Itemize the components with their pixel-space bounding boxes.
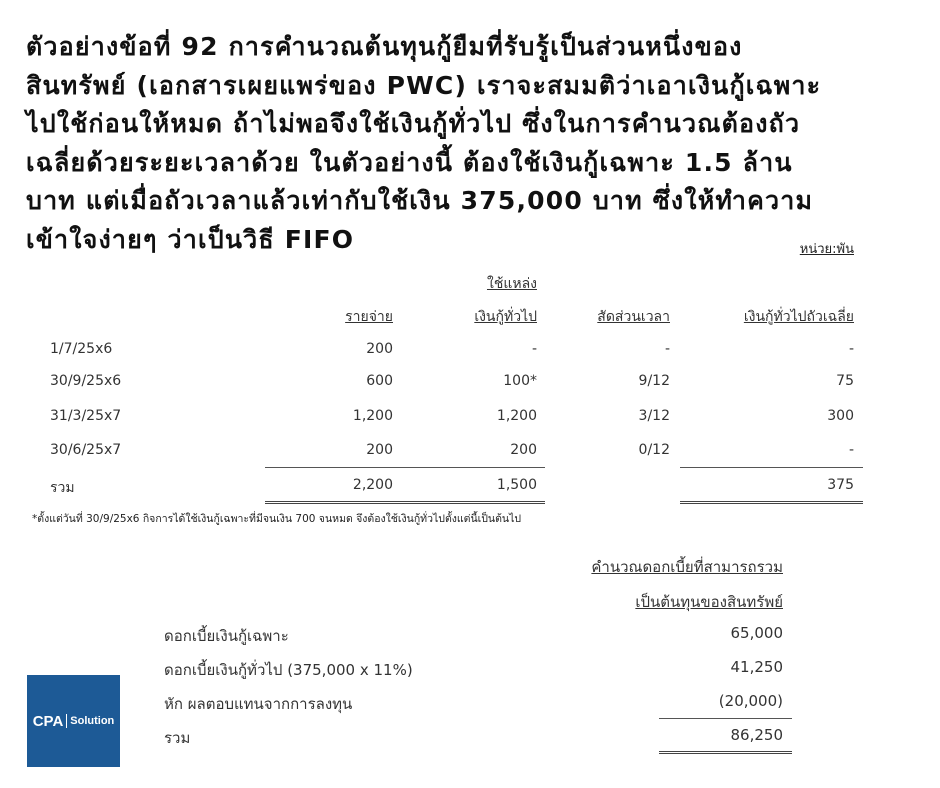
row-expense: 200: [366, 442, 393, 458]
row-ratio: -: [664, 341, 670, 357]
heading-line-6: เข้าใจง่ายๆ ว่าเป็นวิธี FIFO: [26, 224, 355, 254]
row-ratio: 0/12: [638, 442, 670, 458]
subtotal-rule-left: [265, 467, 545, 468]
row-source: 200: [510, 442, 537, 458]
row-ratio: 3/12: [638, 408, 670, 424]
header-time-ratio: สัดส่วนเวลา: [597, 309, 670, 325]
total-expense: 2,200: [352, 477, 393, 493]
row-avg: 75: [836, 373, 854, 389]
row-avg: -: [848, 442, 854, 458]
header-source-top: ใช้แหล่ง: [486, 276, 537, 292]
interest-row-label: ดอกเบี้ยเงินกู้เฉพาะ: [164, 627, 289, 645]
interest-total-label: รวม: [164, 729, 191, 747]
interest-total-value: 86,250: [730, 726, 783, 744]
heading-line-1: ตัวอย่างข้อที่ 92 การคำนวณต้นทุนกู้ยืมที่รับรู้เป็นส่วนหนึ่งของ: [26, 32, 743, 61]
heading-line-5: บาท แต่เมื่อถัวเวลาแล้วเท่ากับใช้เงิน 375,000 บาท ซึ่งให้ทำความ: [26, 186, 814, 215]
heading-line-3: ไปใช้ก่อนให้หมด ถ้าไม่พอจึงใช้เงินกู้ทั่วไป ซึ่งในการคำนวณต้องถัว: [26, 109, 801, 138]
example-heading: [26, 28, 926, 259]
row-date: 30/9/25x6: [50, 373, 122, 389]
row-expense: 200: [366, 341, 393, 357]
header-expense: รายจ่าย: [345, 309, 393, 325]
interest-row-value: 65,000: [730, 624, 783, 642]
cpa-solution-logo: [27, 675, 120, 767]
row-expense: 1,200: [352, 408, 393, 424]
interest-total-double-rule: [659, 751, 792, 754]
total-avg: 375: [827, 477, 854, 493]
unit-label: หน่วย:พัน: [799, 242, 854, 257]
subtotal-rule-right: [680, 467, 863, 468]
row-avg: 300: [827, 408, 854, 424]
logo-text-solution: Solution: [70, 715, 115, 727]
row-date: 1/7/25x6: [50, 341, 113, 357]
heading-line-4: เฉลี่ยด้วยระยะเวลาด้วย ในตัวอย่างนี้ ต้องใช้เงินกู้เฉพาะ 1.5 ล้าน: [26, 147, 793, 177]
interest-subtotal-rule: [659, 718, 792, 719]
header-source-bottom: เงินกู้ทั่วไป: [474, 309, 537, 325]
total-label: รวม: [50, 480, 75, 496]
interest-row-label: หัก ผลตอบแทนจากการลงทุน: [164, 695, 353, 713]
interest-row-label: ดอกเบี้ยเงินกู้ทั่วไป (375,000 x 11%): [164, 661, 413, 679]
interest-row-value: 41,250: [730, 658, 783, 676]
interest-header-line-1: คำนวณดอกเบี้ยที่สามารถรวม: [591, 558, 783, 576]
total-source: 1,500: [496, 477, 537, 493]
row-source: -: [531, 341, 537, 357]
footnote: *ตั้งแต่วันที่ 30/9/25x6 กิจการได้ใช้เงินกู้เฉพาะที่มีจนเงิน 700 จนหมด จึงต้องใช้เงินกู้ทั่วไปตั้งแต่นี้เป็นต้นไป: [32, 513, 522, 525]
header-avg-borrowing: เงินกู้ทั่วไปถัวเฉลี่ย: [743, 309, 854, 325]
interest-header-line-2: เป็นต้นทุนของสินทรัพย์: [635, 593, 783, 611]
heading-line-2: สินทรัพย์ (เอกสารเผยแพร่ของ PWC) เราจะสมมติว่าเอาเงินกู้เฉพาะ: [26, 70, 822, 100]
row-avg: -: [848, 341, 854, 357]
row-source: 1,200: [496, 408, 537, 424]
logo-divider: [66, 714, 67, 728]
row-source: 100*: [503, 373, 537, 389]
interest-row-value: (20,000): [718, 692, 783, 710]
row-date: 30/6/25x7: [50, 442, 122, 458]
total-double-rule-left: [265, 501, 545, 504]
row-expense: 600: [366, 373, 393, 389]
logo-text-cpa: CPA: [32, 712, 64, 730]
row-ratio: 9/12: [638, 373, 670, 389]
row-date: 31/3/25x7: [50, 408, 122, 424]
total-double-rule-right: [680, 501, 863, 504]
